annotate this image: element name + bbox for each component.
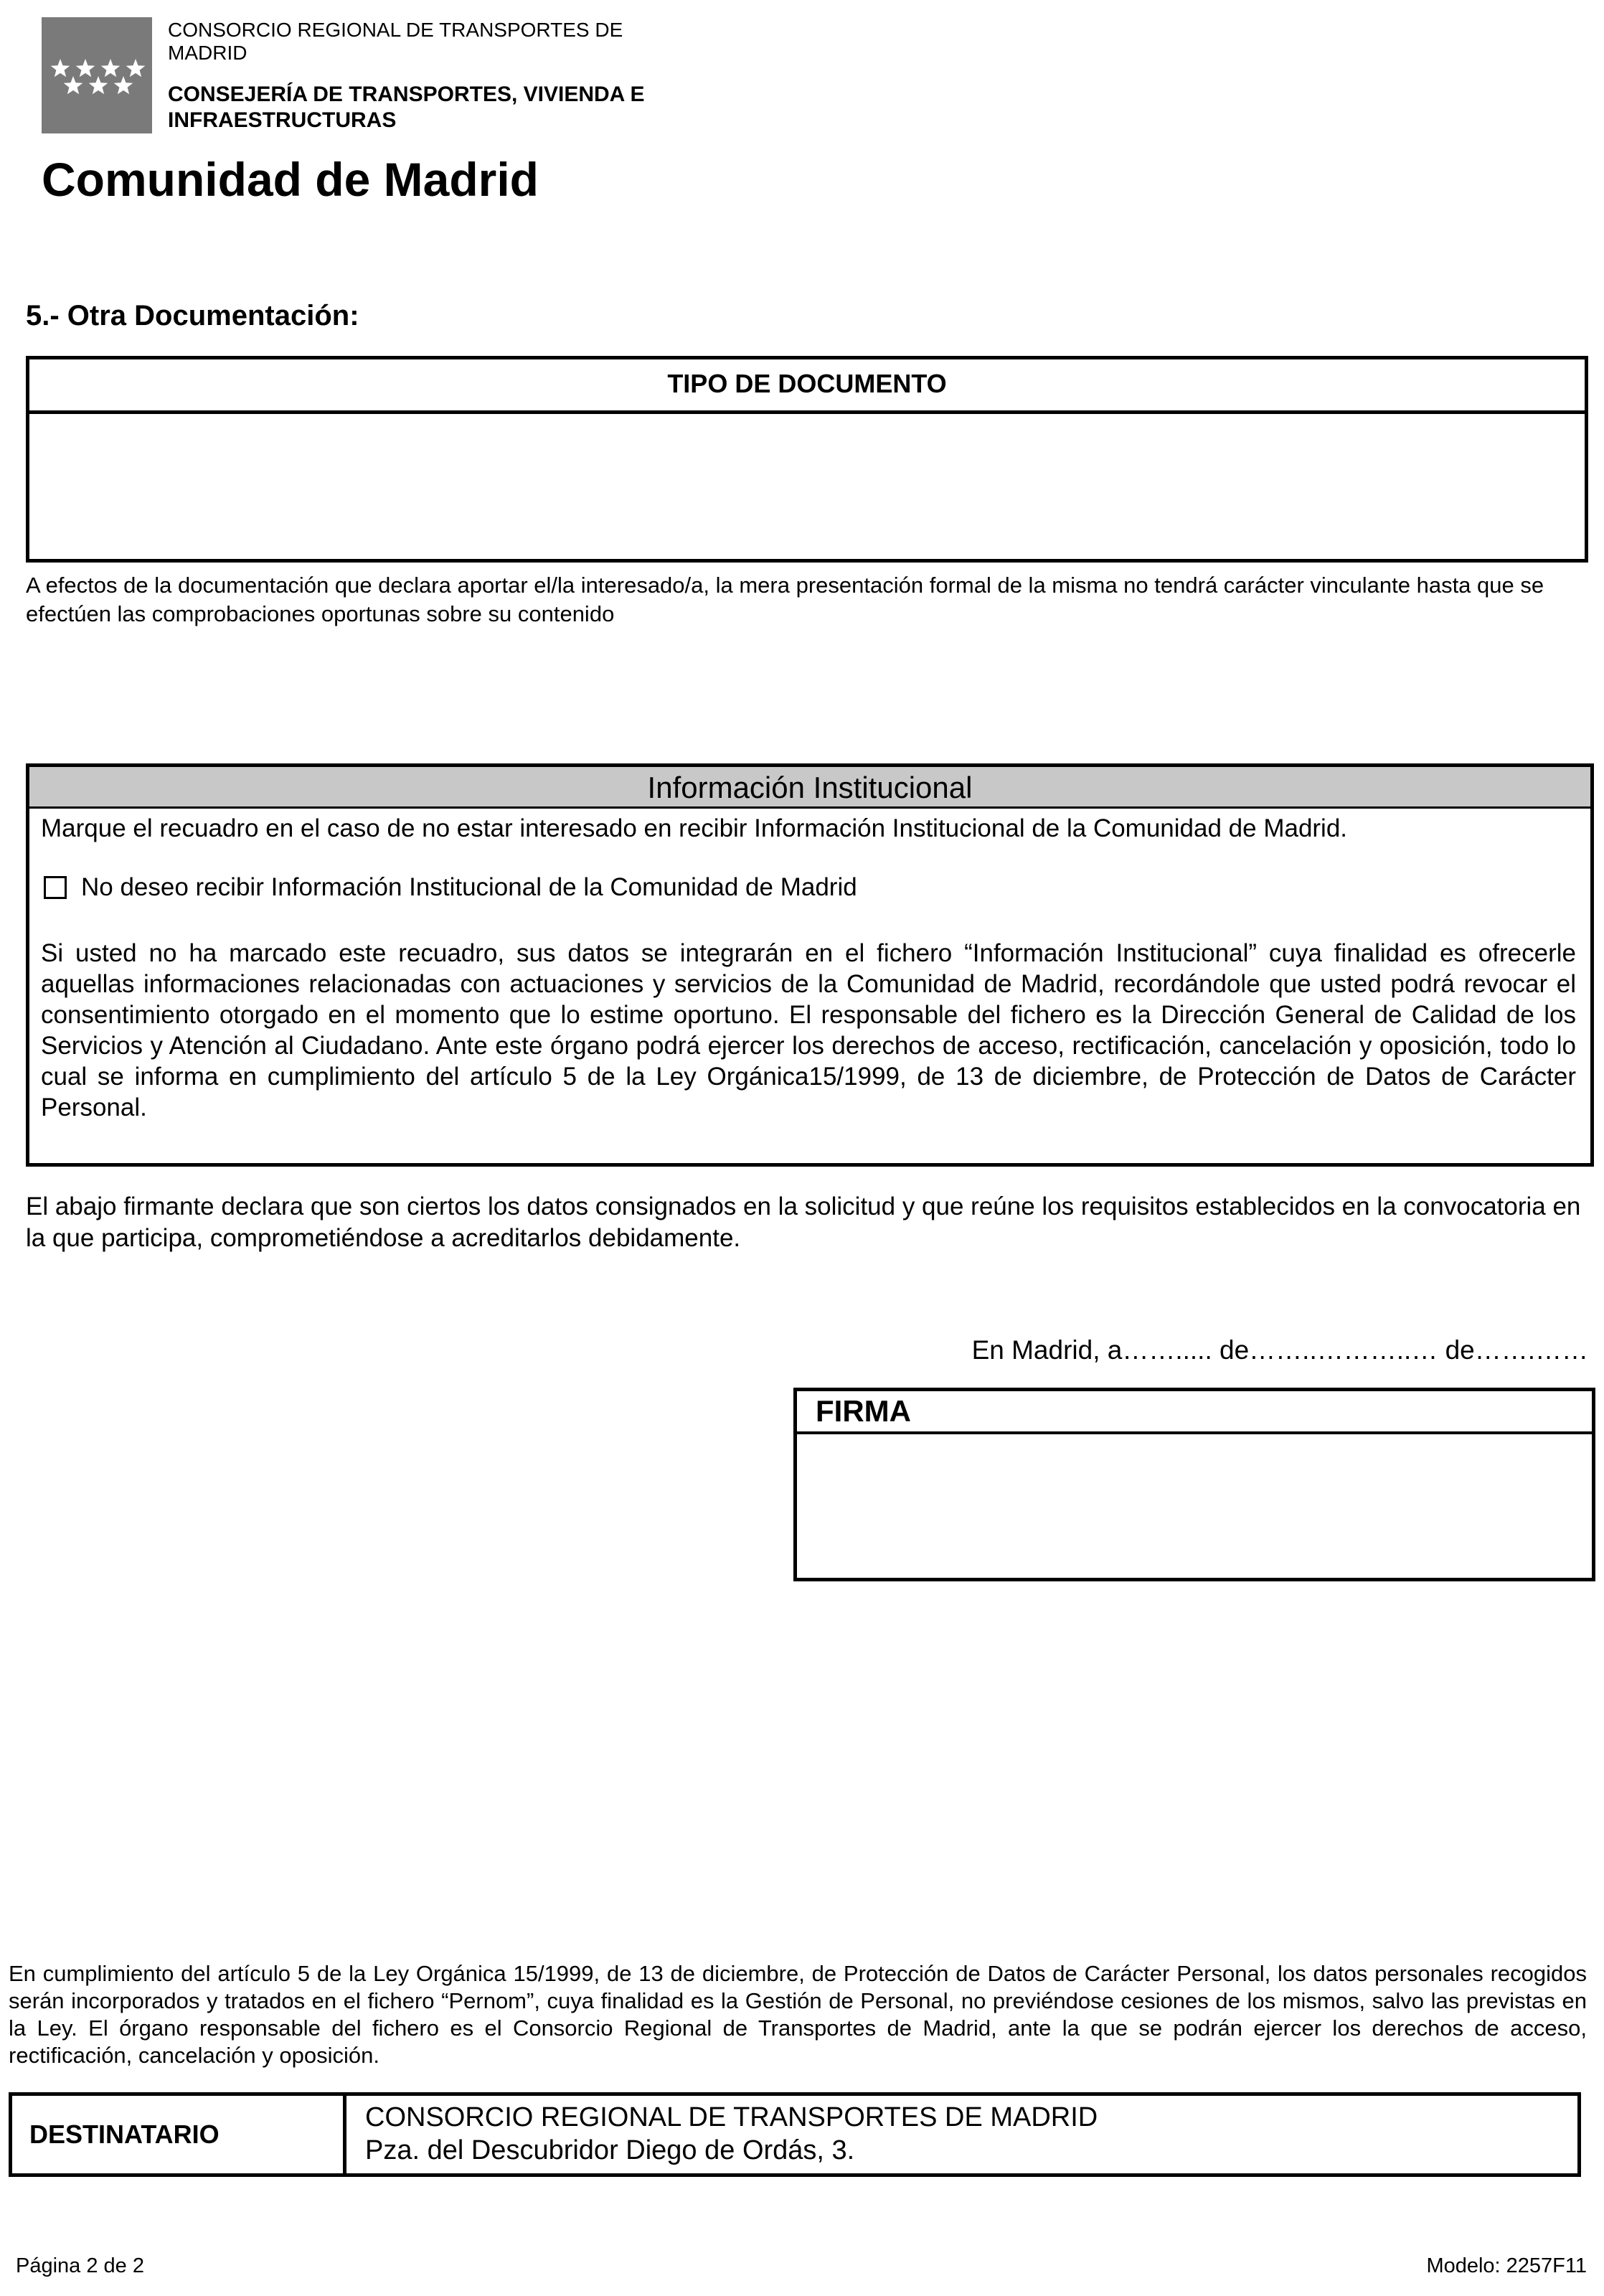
seven-stars-icon bbox=[42, 17, 152, 133]
signature-box bbox=[793, 1388, 1595, 1581]
star-shape bbox=[76, 59, 95, 77]
brand-title: Comunidad de Madrid bbox=[42, 153, 539, 206]
data-protection-notice: En cumplimiento del artículo 5 de la Ley Orgánica 15/1999, de 13 de diciembre, de Protección de Datos de Carácter Personal, los datos personales recogidos serán incorporados y tratados en el fichero “Pernom”, cuya finalidad es la Gestión de Personal, no previéndose cesiones de los mismos, salvo las previstas en la Ley. El órgano responsable del fichero es el Consorcio Regional de Transportes de Madrid, ante la que se podrán ejercer los derechos de acceso, rectificación, cancelación y oposición. bbox=[9, 1961, 1587, 2068]
table-header: TIPO DE DOCUMENTO bbox=[29, 359, 1585, 414]
institutional-info-body: Si usted no ha marcado este recuadro, sus datos se integrarán en el fichero “Información Institucional” cuya finalidad es ofrecerle aquellas informaciones relacionadas con actuaciones y servicios de la Comunidad de Madrid, recordándole que usted podrá revocar el consentimiento otorgado en el momento que lo estime oportuno. El responsable del fichero es la Dirección General de Calidad de los Servicios y Atención al Ciudadano. Ante este órgano podrá ejercer los derechos de acceso, rectificación, cancelación y oposición, todo lo cual se informa en cumplimiento del artículo 5 de la Ley Orgánica15/1999, de 13 de diciembre, de Protección de Datos de Carácter Personal. bbox=[41, 939, 1576, 1121]
institutional-info-instruction: Marque el recuadro en el caso de no estar interesado en recibir Información Institucional de la Comunidad de Madrid. bbox=[41, 814, 1348, 842]
signer-declaration: El abajo firmante declara que son ciertos los datos consignados en la solicitud y que reúne los requisitos establecidos en la convocatoria en la que participa, comprometiéndose a acreditarlos debidamente. bbox=[26, 1192, 1581, 1252]
recipient-name: CONSORCIO REGIONAL DE TRANSPORTES DE MADRID bbox=[365, 2102, 1098, 2132]
recipient-box bbox=[9, 2092, 1581, 2177]
signature-field[interactable] bbox=[797, 1434, 1592, 1578]
place-date-line[interactable]: En Madrid, a……..... de……..………..… de…….…… bbox=[971, 1335, 1588, 1365]
opt-out-checkbox-label[interactable]: No deseo recibir Información Institucional de la Comunidad de Madrid bbox=[81, 873, 857, 901]
document-type-field[interactable] bbox=[29, 414, 1585, 557]
star-shape bbox=[126, 59, 146, 77]
recipient-address: Pza. del Descubridor Diego de Ordás, 3. bbox=[365, 2135, 855, 2165]
form-model: Modelo: 2257F11 bbox=[1426, 2254, 1587, 2277]
star-shape bbox=[64, 76, 83, 94]
document-type-table bbox=[26, 356, 1588, 563]
logo bbox=[42, 17, 152, 133]
section-title: 5.- Otra Documentación: bbox=[26, 300, 359, 331]
signature-label: FIRMA bbox=[797, 1391, 1592, 1434]
documentation-disclaimer: A efectos de la documentación que declara aportar el/la interesado/a, la mera presentación formal de la misma no tendrá carácter vinculante hasta que se efectúen las comprobaciones oportunas sobre su contenido bbox=[26, 573, 1544, 626]
star-shape bbox=[114, 76, 133, 94]
opt-out-checkbox[interactable] bbox=[44, 876, 67, 899]
institutional-info-header: Información Institucional bbox=[29, 767, 1590, 809]
star-shape bbox=[101, 59, 121, 77]
page-number: Página 2 de 2 bbox=[16, 2254, 144, 2277]
department-name: CONSEJERÍA DE TRANSPORTES, VIVIENDA E INFRAESTRUCTURAS bbox=[168, 83, 645, 132]
institutional-info-box bbox=[26, 763, 1594, 1167]
star-shape bbox=[51, 59, 70, 77]
star-shape bbox=[89, 76, 108, 94]
recipient-label: DESTINATARIO bbox=[12, 2096, 346, 2173]
org-name: CONSORCIO REGIONAL DE TRANSPORTES DE MADRID bbox=[168, 19, 623, 64]
